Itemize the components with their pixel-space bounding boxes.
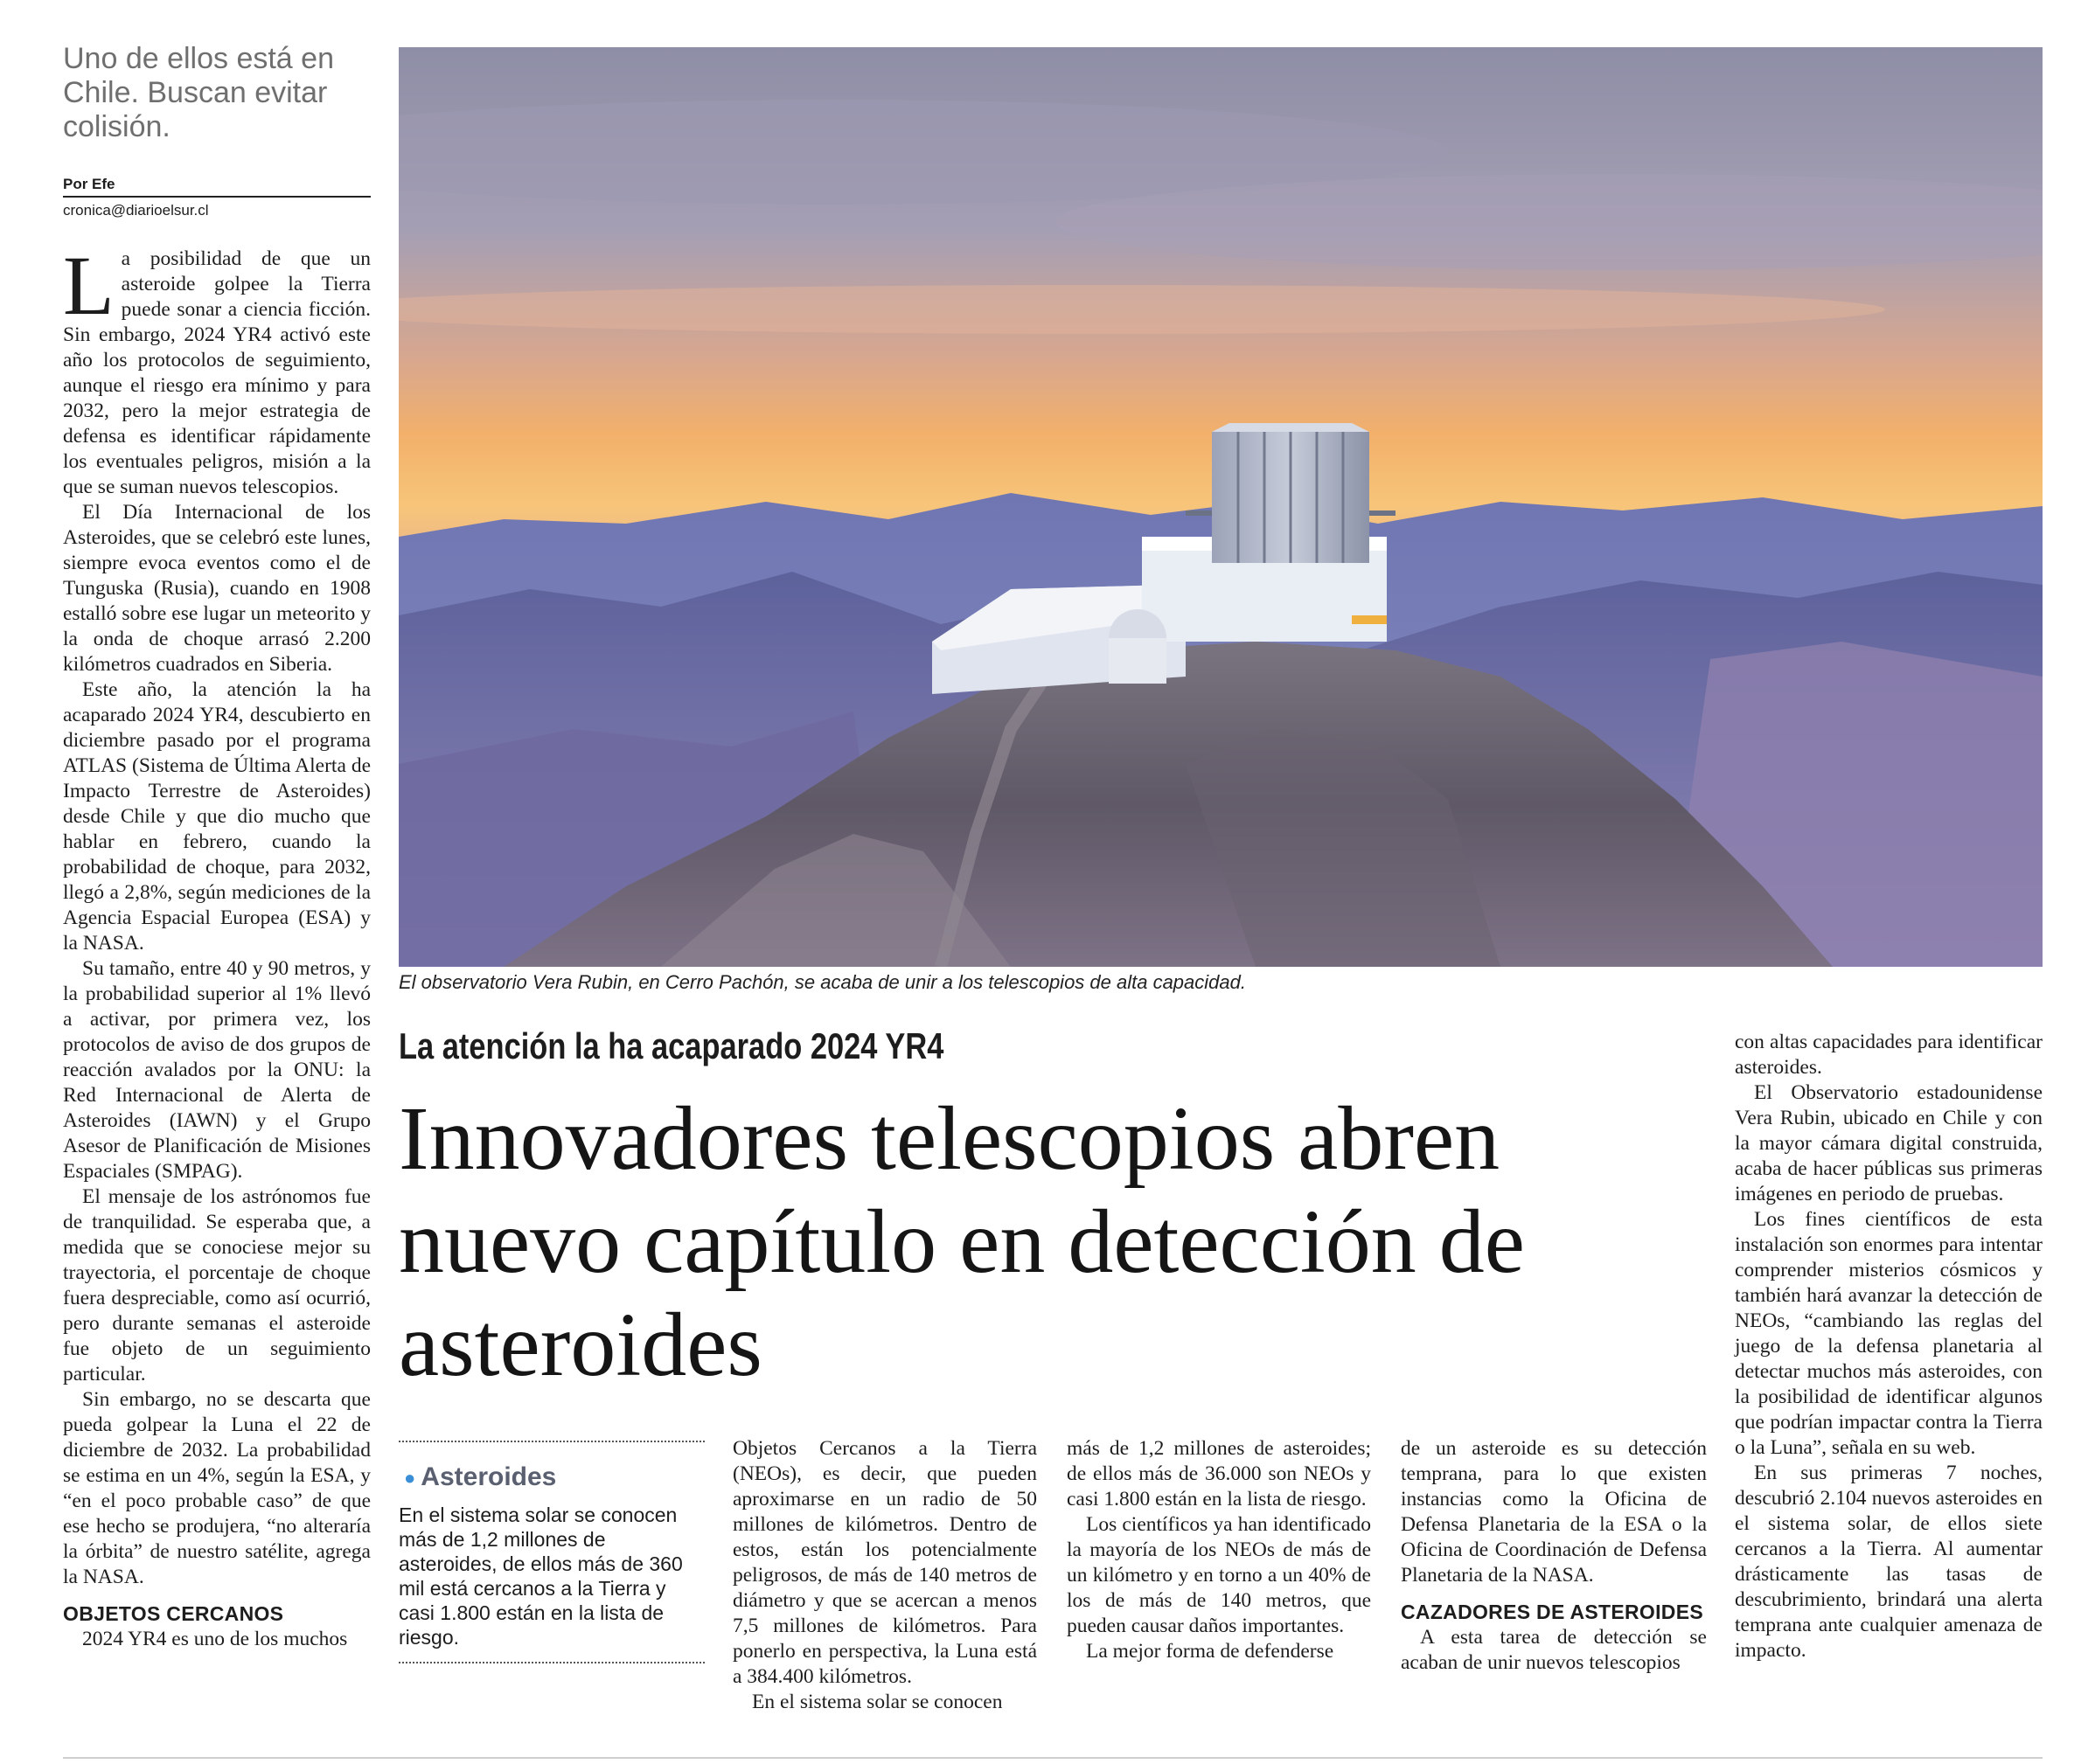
paragraph: A esta tarea de detección se acaban de unir nuevos telescopios: [1401, 1626, 1707, 1674]
section-heading-objetos: OBJETOS CERCANOS: [63, 1602, 284, 1625]
paragraph: La mejor forma de defenderse: [1086, 1640, 1334, 1663]
observatory-photo: [399, 47, 2043, 967]
paragraph: Este año, la atención la ha acaparado 2024 YR4, descubierto en diciembre pasado por el programa ATLAS (Sistema de Última Alerta de Impacto Terrestre de Asteroides) desde Chile y que dio mucho que hablar en febrero, cuando la probabilidad de choque, para 2032, llegó a 2,8%, según mediciones de la Agencia Espacial Europea (ESA) y la NASA.: [63, 678, 371, 955]
asteroides-infobox: [399, 1441, 705, 1663]
observatory-photo-illustration: [399, 47, 2043, 967]
paragraph: El mensaje de los astrónomos fue de tranquilidad. Se esperaba que, a medida que se conociese mejor su trayectoria, el porcentaje de choque fuera despreciable, como así ocurrió, pero durante semanas el asteroide fue objeto de un seguimiento particular.: [63, 1185, 371, 1386]
paragraph: En el sistema solar se conocen: [752, 1691, 1003, 1713]
lead-paragraph-text: a posibilidad de que un asteroide golpee la Tierra puede sonar a ciencia ficción. Sin embargo, 2024 YR4 activó este año los protocolos de seguimiento, aunque el riesgo era mínimo y para 2032, pero la mejor estrategia de defensa es identificar rápidamente los eventuales peligros, misión a la que se suman nuevos telescopios.: [63, 247, 371, 498]
article-subhead: Uno de ellos está en Chile. Buscan evitar colisión.: [63, 42, 334, 143]
paragraph: 2024 YR4 es uno de los muchos: [82, 1628, 348, 1650]
infobox-body: En el sistema solar se conocen más de 1,2 millones de asteroides, de ellos más de 360 mil está cercanos a la Tierra y casi 1.800 están en la lista de riesgo.: [399, 1504, 683, 1649]
paragraph: más de 1,2 millones de asteroides; de ellos más de 36.000 son NEOs y casi 1.800 están en la lista de riesgo.: [1067, 1437, 1371, 1511]
article-column-1: [63, 239, 371, 1652]
article-column-2: [733, 1436, 1037, 1715]
paragraph: En sus primeras 7 noches, descubrió 2.104 nuevos asteroides en el sistema solar, de ellos siete cercanos a la Tierra. Al aumentar drásticamente las tasas de descubrimiento, brindará una alerta temprana ante cualquier amenaza de impacto.: [1735, 1462, 2043, 1662]
infobox-title: [404, 1462, 705, 1494]
paragraph: Los científicos ya han identificado la mayoría de los NEOs de más de un kilómetro y en torno a un 40% de los de más de 140 metros, que pueden causar daños importantes.: [1067, 1513, 1371, 1637]
article-column-4: [1401, 1436, 1707, 1676]
paragraph: El Observatorio estadounidense Vera Rubin, ubicado en Chile y con la mayor cámara digital construida, acaba de hacer públicas sus primeras imágenes en periodo de pruebas.: [1735, 1081, 2043, 1205]
byline-email: cronica@diarioelsur.cl: [63, 202, 209, 219]
page-bottom-rule: [63, 1757, 2043, 1759]
byline-author: Por Efe: [63, 175, 371, 198]
paragraph: con altas capacidades para identificar asteroides.: [1735, 1031, 2043, 1079]
article-headline: Innovadores telescopios abren nuevo capítulo en detección de asteroides: [399, 1088, 1525, 1395]
paragraph: Objetos Cercanos a la Tierra (NEOs), es decir, que pueden aproximarse en un radio de 50 millones de kilómetros. Dentro de estos, están los potencialmente peligrosos, de más de 140 metros de diámetro y que se acercan a menos 7,5 millones de kilómetros. Para ponerlo en perspectiva, la Luna está a 384.400 kilómetros.: [733, 1437, 1037, 1688]
section-heading-cazadores: CAZADORES DE ASTEROIDES: [1401, 1601, 1703, 1623]
article-column-5: [1735, 1030, 2043, 1663]
paragraph: Sin embargo, no se descarta que pueda golpear la Luna el 22 de diciembre de 2032. La probabilidad se estima en un 4%, según la ESA, y “en el poco probable caso” de que ese hecho se produjera, “no alteraría la órbita” de nuestro satélite, agrega la NASA.: [63, 1388, 371, 1588]
drop-cap: L: [63, 239, 115, 332]
infobox-title-text: Asteroides: [421, 1462, 557, 1491]
photo-caption: El observatorio Vera Rubin, en Cerro Pachón, se acaba de unir a los telescopios de alta capacidad.: [399, 971, 1246, 993]
byline: [63, 175, 371, 220]
paragraph: Los fines científicos de esta instalación son enormes para intentar comprender misterios cósmicos y también hará avanzar la detección de NEOs, “cambiando las reglas del juego de la defensa planetaria al detectar muchos más asteroides, con la posibilidad de identificar algunos que podrían impactar contra la Tierra o la Luna”, señala en su web.: [1735, 1208, 2043, 1459]
article-column-3: [1067, 1436, 1371, 1664]
article-kicker: La atención la ha acaparado 2024 YR4: [399, 1025, 944, 1066]
lead-paragraph: [63, 239, 371, 500]
paragraph: El Día Internacional de los Asteroides, que se celebró este lunes, siempre evoca eventos como el de Tunguska (Rusia), cuando en 1908 estalló sobre ese lugar un meteorito y la onda de choque arrasó 2.200 kilómetros cuadrados en Siberia.: [63, 501, 371, 676]
paragraph: Su tamaño, entre 40 y 90 metros, y la probabilidad superior al 1% llevó a activar, por primera vez, los protocolos de aviso de dos grupos de reacción avalados por la ONU: la Red Internacional de Alerta de Asteroides (IAWN) y el Grupo Asesor de Planificación de Misiones Espaciales (SMPAG).: [63, 957, 371, 1183]
paragraph: de un asteroide es su detección temprana, para lo que existen instancias como la Oficina de Defensa Planetaria de la ESA o la Oficina de Coordinación de Defensa Planetaria de la NASA.: [1401, 1437, 1707, 1587]
bullet-icon: ●: [404, 1467, 416, 1490]
